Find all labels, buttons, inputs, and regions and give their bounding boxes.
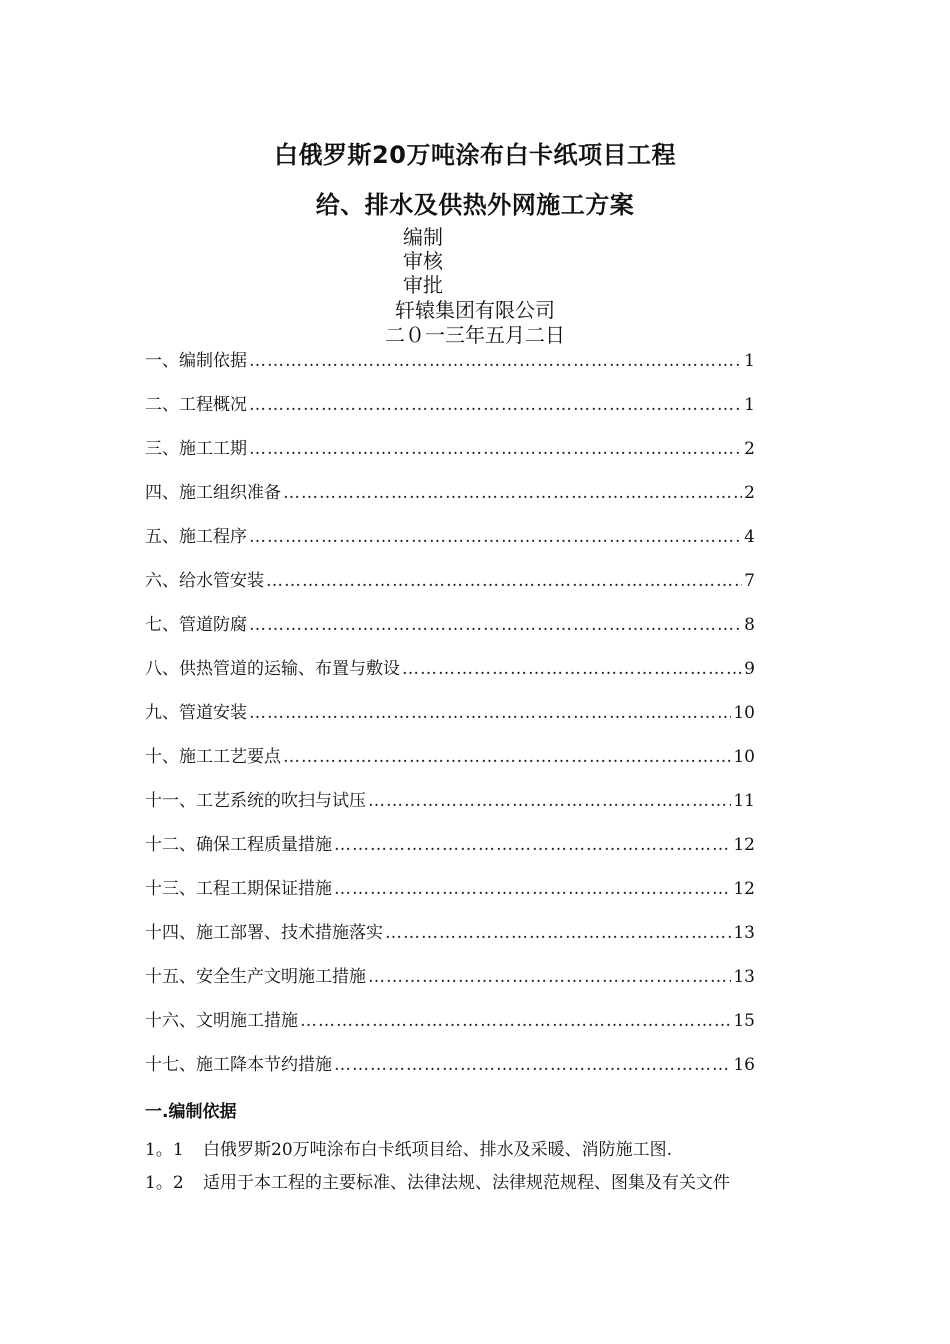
- toc-entry[interactable]: [145, 746, 755, 790]
- toc-entry-page: 16: [733, 1055, 755, 1075]
- toc-entry[interactable]: [145, 922, 755, 966]
- toc-dot-leader: [300, 1010, 731, 1032]
- document-title-line1: 白俄罗斯20万吨涂布白卡纸项目工程: [274, 141, 676, 169]
- toc-entry-page: 4: [744, 527, 755, 547]
- toc-entry-page: 2: [744, 439, 755, 459]
- toc-dot-leader: [249, 350, 742, 372]
- toc-entry-label: 七、管道防腐: [145, 615, 247, 635]
- toc-entry[interactable]: [145, 966, 755, 1010]
- toc-entry[interactable]: [145, 570, 755, 614]
- toc-entry-page: 10: [733, 703, 755, 723]
- toc-entry-page: 15: [733, 1011, 755, 1031]
- toc-entry-label: 一、编制依据: [145, 351, 247, 371]
- body-paragraph: [145, 1135, 672, 1160]
- paragraph-number: 1。1: [145, 1140, 184, 1160]
- toc-dot-leader: [249, 438, 742, 460]
- toc-entry-label: 九、管道安装: [145, 703, 247, 723]
- toc-dot-leader: [334, 1054, 731, 1076]
- toc-entry[interactable]: [145, 878, 755, 922]
- toc-entry-label: 十五、安全生产文明施工措施: [145, 967, 366, 987]
- paragraph-text: 适用于本工程的主要标准、法律法规、法律规范规程、图集及有关文件: [203, 1173, 730, 1193]
- toc-entry[interactable]: [145, 614, 755, 658]
- meta-date: 二０一三年五月二日: [385, 323, 565, 347]
- toc-dot-leader: [283, 482, 742, 504]
- toc-dot-leader: [385, 922, 731, 944]
- meta-company: 轩辕集团有限公司: [395, 298, 555, 322]
- toc-dot-leader: [334, 834, 731, 856]
- toc-entry-page: 13: [733, 923, 755, 943]
- meta-compiled: 编制: [403, 225, 443, 249]
- toc-entry[interactable]: [145, 394, 755, 438]
- toc-entry-label: 十一、工艺系统的吹扫与试压: [145, 791, 366, 811]
- toc-dot-leader: [283, 746, 731, 768]
- toc-entry[interactable]: [145, 1054, 755, 1098]
- document-title-line2: 给、排水及供热外网施工方案: [315, 191, 635, 219]
- table-of-contents: [145, 350, 755, 1098]
- toc-entry-label: 十、施工工艺要点: [145, 747, 281, 767]
- paragraph-number: 1。2: [145, 1173, 184, 1193]
- toc-entry[interactable]: [145, 526, 755, 570]
- toc-entry[interactable]: [145, 482, 755, 526]
- toc-entry-page: 1: [744, 351, 755, 371]
- toc-entry-page: 10: [733, 747, 755, 767]
- toc-entry-label: 六、给水管安装: [145, 571, 264, 591]
- toc-entry[interactable]: [145, 658, 755, 702]
- body-paragraph: [145, 1168, 730, 1193]
- paragraph-text: 白俄罗斯20万吨涂布白卡纸项目给、排水及采暖、消防施工图.: [203, 1140, 673, 1160]
- toc-entry[interactable]: [145, 350, 755, 394]
- toc-entry-label: 五、施工程序: [145, 527, 247, 547]
- toc-entry-page: 9: [744, 659, 755, 679]
- toc-dot-leader: [368, 966, 731, 988]
- toc-entry-page: 11: [733, 791, 755, 811]
- toc-entry-label: 十六、文明施工措施: [145, 1011, 298, 1031]
- toc-entry-label: 二、工程概况: [145, 395, 247, 415]
- toc-dot-leader: [334, 878, 731, 900]
- meta-reviewed: 审核: [403, 249, 443, 273]
- toc-dot-leader: [266, 570, 742, 592]
- toc-dot-leader: [249, 526, 742, 548]
- toc-dot-leader: [249, 614, 742, 636]
- toc-entry-label: 四、施工组织准备: [145, 483, 281, 503]
- toc-entry-label: 十七、施工降本节约措施: [145, 1055, 332, 1075]
- toc-dot-leader: [249, 702, 731, 724]
- toc-entry-label: 十三、工程工期保证措施: [145, 879, 332, 899]
- toc-entry-page: 13: [733, 967, 755, 987]
- toc-dot-leader: [249, 394, 742, 416]
- toc-entry[interactable]: [145, 702, 755, 746]
- toc-entry-page: 8: [744, 615, 755, 635]
- toc-entry-label: 八、供热管道的运输、布置与敷设: [145, 659, 400, 679]
- toc-entry[interactable]: [145, 438, 755, 482]
- toc-entry[interactable]: [145, 1010, 755, 1054]
- toc-dot-leader: [368, 790, 731, 812]
- meta-approved: 审批: [403, 273, 443, 297]
- toc-entry[interactable]: [145, 790, 755, 834]
- toc-entry-label: 三、施工工期: [145, 439, 247, 459]
- toc-entry-page: 1: [744, 395, 755, 415]
- toc-entry-page: 2: [744, 483, 755, 503]
- toc-entry-page: 12: [733, 879, 755, 899]
- toc-dot-leader: [402, 658, 742, 680]
- toc-entry-label: 十四、施工部署、技术措施落实: [145, 923, 383, 943]
- section-heading: 一.编制依据: [145, 1102, 237, 1122]
- toc-entry-label: 十二、确保工程质量措施: [145, 835, 332, 855]
- toc-entry-page: 12: [733, 835, 755, 855]
- toc-entry[interactable]: [145, 834, 755, 878]
- toc-entry-page: 7: [744, 571, 755, 591]
